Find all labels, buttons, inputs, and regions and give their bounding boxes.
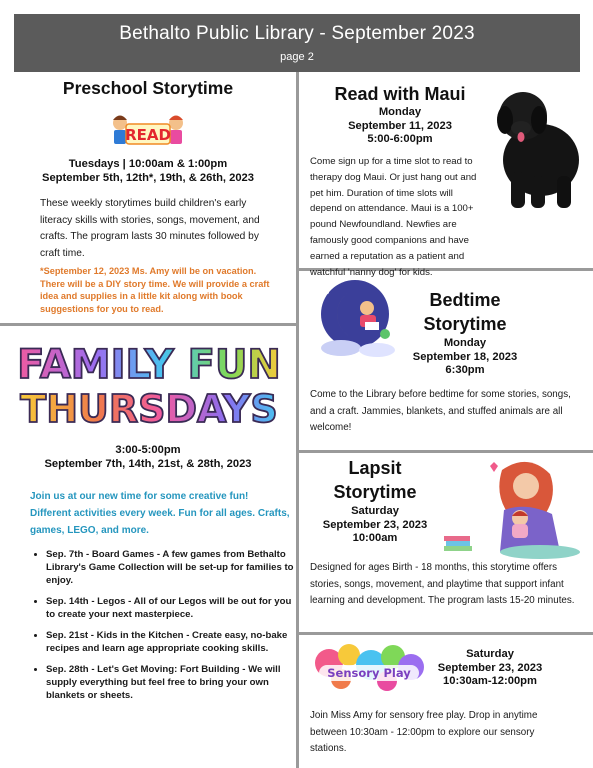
sensory-day: Saturday <box>466 648 514 660</box>
lapsit-title-line2: Storytime <box>333 482 417 502</box>
family-events-list <box>26 548 298 710</box>
maui-title: Read with Maui <box>334 84 466 104</box>
bedtime-title-line2: Storytime <box>423 314 507 334</box>
logo-line2: THURSDAYS <box>20 387 278 430</box>
family-time: 3:00-5:00pm <box>115 444 181 456</box>
lapsit-description: Designed for ages Birth - 18 months, this storytime offers stories, songs, movement, and playtime that support infant learning and development. The program lasts 15-20 minutes. <box>310 562 575 606</box>
preschool-dates: September 5th, 12th*, 19th, & 26th, 2023 <box>41 172 255 184</box>
lapsit-time: 10:00am <box>352 532 398 544</box>
preschool-title: Preschool Storytime <box>62 78 234 98</box>
event-item: • Sep. 14th - Legos - All of our Legos will be out for you to create your next masterpiece. <box>46 595 298 621</box>
sensory-description: Join Miss Amy for sensory free play. Drop in anytime between 10:30am - 12:00pm to explore our sensory stations. <box>310 710 538 754</box>
page-number: page 2 <box>280 51 314 63</box>
section-divider <box>0 323 296 326</box>
lapsit-date: September 23, 2023 <box>322 518 428 531</box>
newsletter-title: Bethalto Public Library - September 2023 <box>119 23 475 44</box>
section-divider <box>299 450 593 453</box>
read-logo <box>110 112 186 148</box>
sensory-play-logo <box>313 643 425 695</box>
bedtime-time: 6:30pm <box>445 364 485 376</box>
bedtime-moon-image <box>315 278 403 360</box>
event-item: • Sep. 7th - Board Games - A few games from Bethalto Library's Game Collection will be set-up for families to enjoy. <box>46 548 298 587</box>
sensory-date: September 23, 2023 <box>437 661 543 674</box>
bedtime-date: September 18, 2023 <box>412 350 518 363</box>
bedtime-description: Come to the Library before bedtime for some stories, songs, and a craft. Jammies, blankets, and stuffed animals are all welcome! <box>310 389 571 433</box>
maui-time: 5:00-6:00pm <box>367 133 433 145</box>
preschool-note: *September 12, 2023 Ms. Amy will be on vacation. There will be a DIY story time. We will provide a craft idea and supplies in a little kit along with book suggestions for you to read. <box>40 266 270 314</box>
lapsit-day: Saturday <box>351 505 399 517</box>
page-header <box>14 14 580 72</box>
event-item: • Sep. 28th - Let's Get Moving: Fort Building - We will supply everything but feel free to bring your own blankets or sheets. <box>46 663 298 702</box>
read-logo-text: READ <box>125 126 171 144</box>
maui-description-start <box>310 154 482 280</box>
family-intro: Join us at our new time for some creative fun! Different activities every week. Fun for all ages. Crafts, games, LEGO, and more. <box>30 491 290 536</box>
lapsit-title-line1: Lapsit <box>348 458 402 478</box>
newfoundland-dog-image <box>483 80 583 210</box>
sensory-time: 10:30am-12:00pm <box>443 675 537 687</box>
family-dates: September 7th, 14th, 21st, & 28th, 2023 <box>44 458 252 470</box>
sensory-logo-text: Sensory Play <box>327 666 411 680</box>
section-divider <box>299 632 593 635</box>
family-fun-thursdays-logo <box>18 336 280 430</box>
bedtime-title-line1: Bedtime <box>429 290 501 310</box>
maui-day: Monday <box>378 106 422 118</box>
event-item: • Sep. 21st - Kids in the Kitchen - Create easy, no-bake recipes and learn age appropriate cooking skills. <box>46 629 298 655</box>
preschool-schedule: Tuesdays | 10:00am & 1:00pm <box>68 158 228 170</box>
maui-description: Come sign up for a time slot to read to therapy dog Maui. Or just hang out and pet him. Duration of time slots will depend on attendance. Maui is a 100+ pound Newfoundland. Newfies are famously good companions and have earned a reputation as a patient and watchful 'nanny dog' for kids. <box>310 156 477 278</box>
preschool-description: These weekly storytimes build children's early literacy skills with stories, songs, movement, and crafts. The program lasts 30 minutes followed by craft time. <box>40 198 260 259</box>
logo-line1: FAMILY FUN <box>18 342 280 388</box>
mother-baby-reading-image <box>440 456 586 560</box>
maui-date: September 11, 2023 <box>348 119 452 132</box>
bedtime-day: Monday <box>443 337 487 349</box>
